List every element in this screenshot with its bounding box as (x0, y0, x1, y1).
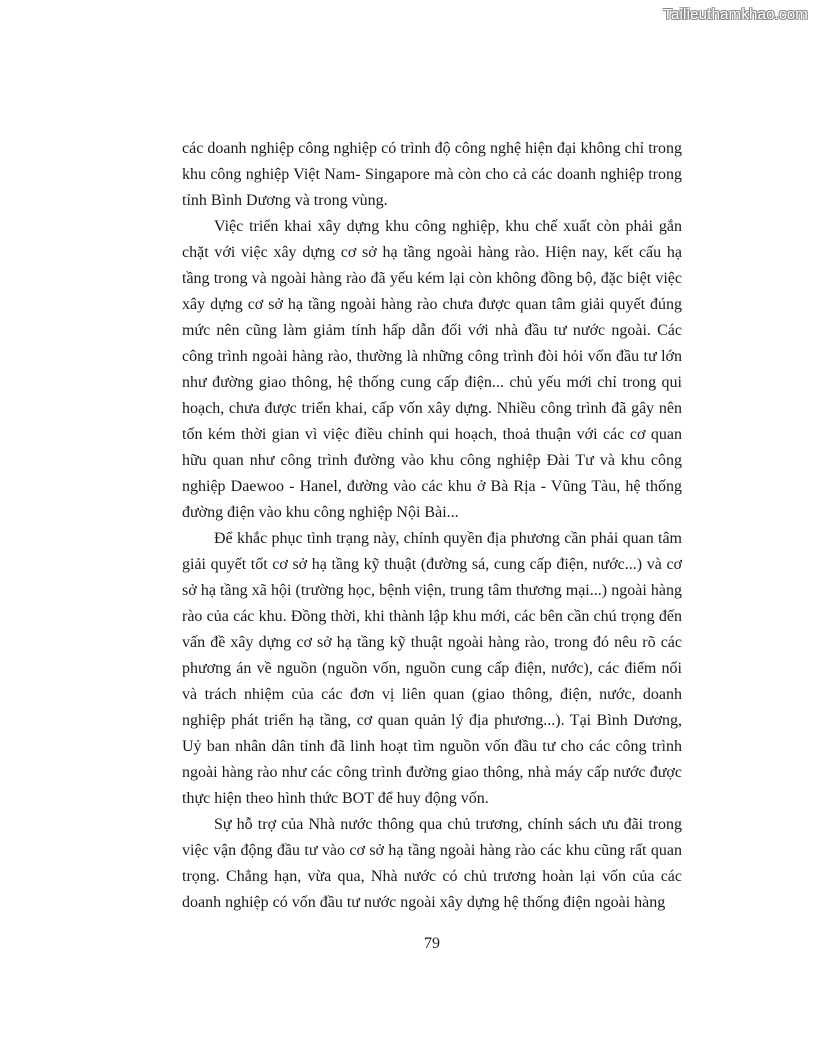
document-body (182, 136, 682, 916)
paragraph-continuation: các doanh nghiệp công nghiệp có trình độ công nghệ hiện đại không chỉ trong khu công nghiệp Việt Nam- Singapore mà còn cho cả các doanh nghiệp trong tỉnh Bình Dương và trong vùng. (182, 140, 682, 209)
watermark-text: Tailieuthamkhao.com (663, 6, 808, 23)
paragraph-state-support: Sự hỗ trợ của Nhà nước thông qua chủ trương, chính sách ưu đãi trong việc vận động đầu tư vào cơ sở hạ tầng ngoài hàng rào các khu cũng rất quan trọng. Chẳng hạn, vừa qua, Nhà nước có chủ trương hoàn lại vốn của các doanh nghiệp có vốn đầu tư nước ngoài xây dựng hệ thống điện ngoài hàng (182, 816, 682, 911)
paragraph-infrastructure: Việc triển khai xây dựng khu công nghiệp, khu chế xuất còn phải gắn chặt với việc xây dựng cơ sở hạ tầng ngoài hàng rào. Hiện nay, kết cấu hạ tầng trong và ngoài hàng rào đã yếu kém lại còn không đồng bộ, đặc biệt việc xây dựng cơ sở hạ tầng ngoài hàng rào chưa được quan tâm giải quyết đúng mức nên cũng làm giảm tính hấp dẫn đối với nhà đầu tư nước ngoài. Các công trình ngoài hàng rào, thường là những công trình đòi hỏi vốn đầu tư lớn như đường giao thông, hệ thống cung cấp điện... chủ yếu mới chỉ trong qui hoạch, chưa được triển khai, cấp vốn xây dựng. Nhiều công trình đã gây nên tốn kém thời gian vì việc điều chỉnh qui hoạch, thoả thuận với các cơ quan hữu quan như công trình đường vào khu công nghiệp Đài Tư và khu công nghiệp Daewoo - Hanel, đường vào các khu ở Bà Rịa - Vũng Tàu, hệ thống đường điện vào khu công nghiệp Nội Bài... (182, 218, 682, 521)
paragraph-solutions: Để khắc phục tình trạng này, chính quyền địa phương cần phải quan tâm giải quyết tốt cơ sở hạ tầng kỹ thuật (đường sá, cung cấp điện, nước...) và cơ sở hạ tầng xã hội (trường học, bệnh viện, trung tâm thương mại...) ngoài hàng rào của các khu. Đồng thời, khi thành lập khu mới, các bên cần chú trọng đến vấn đề xây dựng cơ sở hạ tầng kỹ thuật ngoài hàng rào, trong đó nêu rõ các phương án về nguồn (nguồn vốn, nguồn cung cấp điện, nước), các điểm nối và trách nhiệm của các đơn vị liên quan (giao thông, điện, nước, doanh nghiệp phát triển hạ tầng, cơ quan quản lý địa phương...). Tại Bình Dương, Uỷ ban nhân dân tỉnh đã linh hoạt tìm nguồn vốn đầu tư cho các công trình ngoài hàng rào như các công trình đường giao thông, nhà máy cấp nước được thực hiện theo hình thức BOT để huy động vốn. (182, 530, 682, 807)
page-number: 79 (424, 935, 440, 952)
